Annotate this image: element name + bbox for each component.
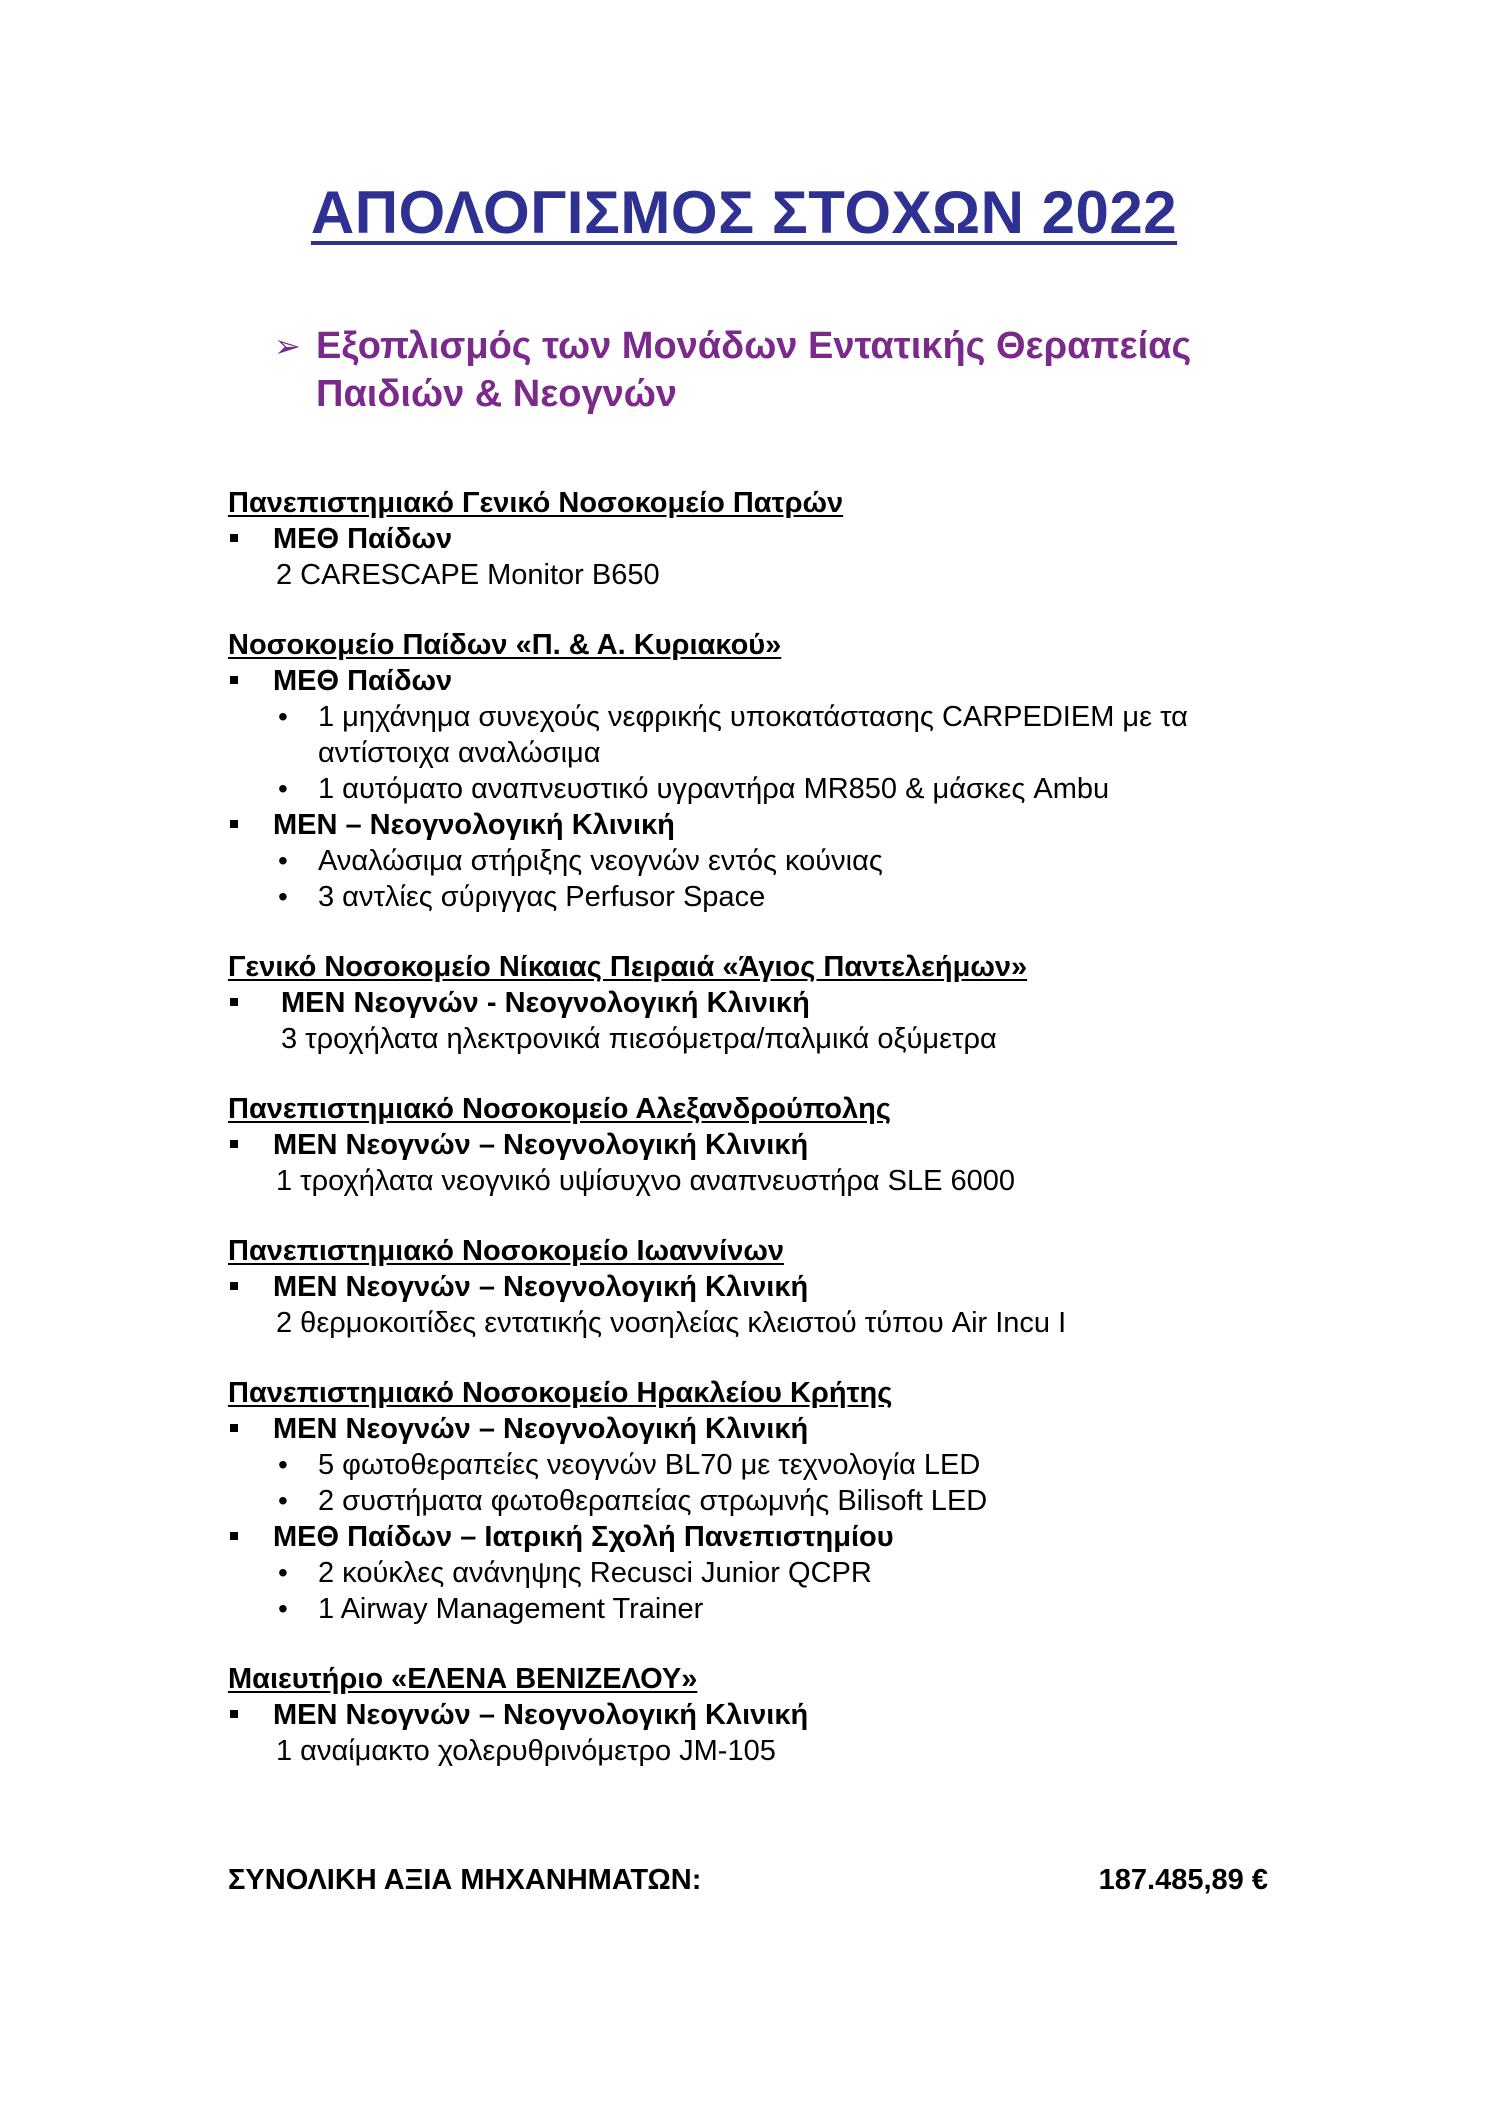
square-bullet-icon [230, 676, 238, 684]
equipment-item: 1 τροχήλατα νεογνικό υψίσυχνο αναπνευστήρα SLE 6000 [276, 1165, 1016, 1197]
unit-heading [228, 1411, 1278, 1447]
square-bullet-icon [230, 1140, 238, 1148]
hospital-list [228, 485, 1278, 1803]
equipment-item: 3 τροχήλατα ηλεκτρονικά πιεσόμετρα/παλμικά οξύμετρα [281, 1023, 997, 1055]
equipment-bullet-continuation [228, 735, 1278, 771]
equipment-bullet [228, 879, 1278, 915]
square-bullet-icon [230, 1424, 238, 1432]
hospital-name: Πανεπιστημιακό Νοσοκομείο Ιωαννίνων [228, 1235, 784, 1267]
section-heading [274, 322, 1324, 418]
equipment-text: 2 κούκλες ανάνηψης Recusci Junior QCPR [318, 1557, 872, 1589]
equipment-bullet [228, 843, 1278, 879]
hospital-section [228, 1091, 1278, 1199]
square-bullet-icon [230, 534, 238, 542]
equipment-text: 5 φωτοθεραπείες νεογνών BL70 με τεχνολογία LED [318, 1449, 981, 1481]
round-bullet-icon: • [278, 701, 288, 732]
unit-heading [228, 1127, 1278, 1163]
unit-name: ΜΕΝ Νεογνών – Νεογνολογική Κλινική [273, 1271, 809, 1303]
square-bullet-icon [230, 1532, 238, 1540]
unit-heading [228, 1519, 1278, 1555]
unit-name: ΜΕΝ Νεογνών – Νεογνολογική Κλινική [273, 1413, 809, 1445]
equipment-text: Αναλώσιμα στήριξης νεογνών εντός κούνιας [318, 845, 883, 877]
equipment-text: 1 αυτόματο αναπνευστικό υγραντήρα MR850 & μάσκες Ambu [318, 773, 1110, 805]
unit-name: ΜΕΘ Παίδων [273, 665, 453, 697]
round-bullet-icon: • [278, 1557, 288, 1588]
equipment-bullet [228, 1591, 1278, 1627]
unit-name: ΜΕΘ Παίδων – Ιατρική Σχολή Πανεπιστημίου [273, 1521, 894, 1553]
equipment-text: 1 Airway Management Trainer [318, 1593, 704, 1625]
square-bullet-icon [230, 998, 238, 1006]
unit-heading [228, 1269, 1278, 1305]
hospital-section [228, 1375, 1278, 1627]
round-bullet-icon: • [278, 773, 288, 804]
unit-name: ΜΕΝ Νεογνών - Νεογνολογική Κλινική [281, 987, 810, 1019]
equipment-item: 2 CARESCAPE Monitor B650 [276, 559, 660, 591]
hospital-section [228, 1233, 1278, 1341]
square-bullet-icon [230, 820, 238, 828]
equipment-bullet [228, 699, 1278, 735]
total-value-row [228, 1862, 1268, 1898]
unit-name: ΜΕΝ – Νεογνολογική Κλινική [273, 809, 675, 841]
hospital-name: Πανεπιστημιακό Νοσοκομείο Αλεξανδρούπολης [228, 1093, 891, 1125]
unit-heading [228, 521, 1278, 557]
square-bullet-icon [230, 1710, 238, 1718]
hospital-name: Γενικό Νοσοκομείο Νίκαιας Πειραιά «Άγιος Παντελεήμων» [228, 951, 1028, 983]
hospital-name: Πανεπιστημιακό Νοσοκομείο Ηρακλείου Κρήτης [228, 1377, 893, 1409]
total-label: ΣΥΝΟΛΙΚΗ ΑΞΙΑ ΜΗΧΑΝΗΜΑΤΩΝ: [228, 1864, 702, 1896]
heading-line-1: Εξοπλισμός των Μονάδων Εντατικής Θεραπείας [316, 325, 1192, 367]
round-bullet-icon: • [278, 845, 288, 876]
total-amount: 187.485,89 € [1098, 1864, 1268, 1896]
unit-heading [228, 807, 1278, 843]
hospital-section [228, 627, 1278, 915]
round-bullet-icon: • [278, 1449, 288, 1480]
round-bullet-icon: • [278, 1593, 288, 1624]
equipment-bullet [228, 1483, 1278, 1519]
equipment-text: 1 μηχάνημα συνεχούς νεφρικής υποκατάστασης CARPEDIEM με τα [318, 701, 1188, 733]
heading-line-2: Παιδιών & Νεογνών [316, 373, 677, 415]
unit-name: ΜΕΝ Νεογνών – Νεογνολογική Κλινική [273, 1129, 809, 1161]
equipment-bullet [228, 771, 1278, 807]
unit-name: ΜΕΘ Παίδων [273, 523, 453, 555]
hospital-name: Μαιευτήριο «ΕΛΕΝΑ ΒΕΝΙΖΕΛΟΥ» [228, 1663, 698, 1695]
page-title: ΑΠΟΛΟΓΙΣΜΟΣ ΣΤΟΧΩΝ 2022 [310, 179, 1178, 246]
equipment-text: αντίστοιχα αναλώσιμα [318, 737, 601, 769]
unit-heading [228, 663, 1278, 699]
hospital-section [228, 949, 1278, 1057]
square-bullet-icon [230, 1282, 238, 1290]
equipment-bullet [228, 1555, 1278, 1591]
round-bullet-icon: • [278, 1485, 288, 1516]
equipment-text: 3 αντλίες σύριγγας Perfusor Space [318, 881, 766, 913]
hospital-name: Νοσοκομείο Παίδων «Π. & Α. Κυριακού» [228, 629, 782, 661]
equipment-bullet [228, 1447, 1278, 1483]
equipment-text: 2 συστήματα φωτοθεραπείας στρωμνής Bilisoft LED [318, 1485, 988, 1517]
equipment-item: 1 αναίμακτο χολερυθρινόμετρο JM-105 [276, 1735, 776, 1767]
round-bullet-icon: • [278, 881, 288, 912]
arrow-bullet-icon: ➢ [274, 328, 301, 364]
unit-name: ΜΕΝ Νεογνών – Νεογνολογική Κλινική [273, 1699, 809, 1731]
hospital-section [228, 485, 1278, 593]
equipment-item: 2 θερμοκοιτίδες εντατικής νοσηλείας κλειστού τύπου Air Incu I [276, 1307, 1067, 1339]
unit-heading [228, 1697, 1278, 1733]
hospital-section [228, 1661, 1278, 1769]
unit-heading [228, 985, 1278, 1021]
hospital-name: Πανεπιστημιακό Γενικό Νοσοκομείο Πατρών [228, 487, 844, 519]
